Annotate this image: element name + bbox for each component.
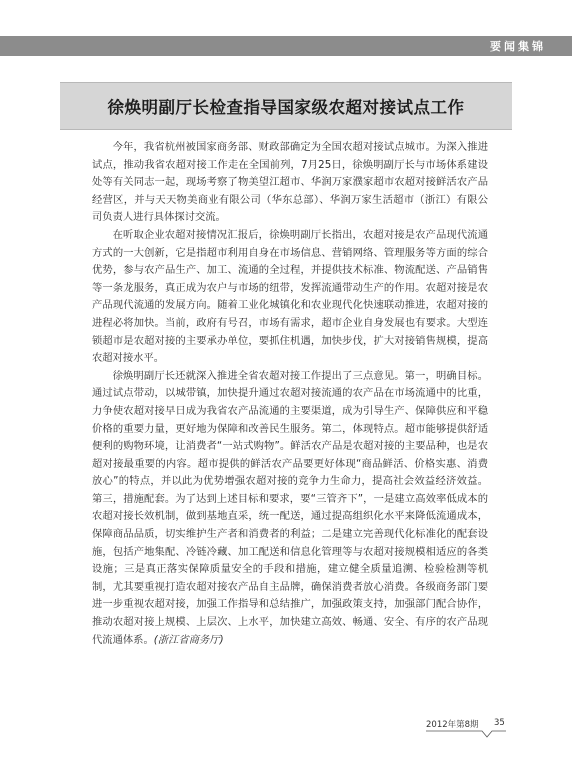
issue-label: 2012年第8期 <box>426 720 479 730</box>
section-header-band <box>0 36 572 56</box>
page-footer <box>426 718 506 742</box>
title-box <box>60 82 512 130</box>
article-body <box>92 139 488 649</box>
paragraph-2: 在听取企业农超对接情况汇报后，徐焕明副厅长指出，农超对接是农产品现代流通方式的一大创新，它是指超市利用自身在市场信息、营销网络、管理服务等方面的综合优势，参与农产品生产、加工、流通的全过程，并提供技术标准、物流配送、产品销售等一条龙服务，真正成为农户与市场的纽带，发挥流通带动生产的作用。农超对接是农产品现代流通的发展方向。随着工业化城镇化和农业现代化快速联动推进，农超对接的进程必将加快。当前，政府有号召，市场有需求，超市企业自身发展也有要求。大型连锁超市是农超对接的主要承办单位，要抓住机遇，加快步伐，扩大对接销售规模，提高农超对接水平。 <box>92 228 488 365</box>
source-note: (浙江省商务厅) <box>153 633 224 646</box>
article-title: 徐焕明副厅长检查指导国家级农超对接试点工作 <box>107 98 465 117</box>
paragraph-1: 今年，我省杭州被国家商务部、财政部确定为全国农超对接试点城市。为深入推进试点，推动我省农超对接工作走在全国前列，7月25日，徐焕明副厅长与市场体系建设处等有关同志一起，现场考察了物美望江超市、华润万家濮家超市农超对接鲜活农产品经营区，并与天天物美商业有限公司（华东总部）、华润万家生活超市（浙江）有限公司负责人进行具体探讨交流。 <box>92 141 488 224</box>
paragraph-3-text: 徐焕明副厅长还就深入推进全省农超对接工作提出了三点意见。第一，明确目标。通过试点带动，以城带镇，加快提升通过农超对接流通的农产品在市场流通中的比重，力争使农超对接早日成为我省农产品流通的主要渠道，成为引导生产、保障供应和平稳价格的重要力量，更好地为保障和改善民生服务。第二，体现特点。超市能够提供舒适便利的购物环境，让消费者“一站式购物”。鲜活农产品是农超对接的主要品种，也是农超对接最重要的内容。超市提供的鲜活农产品要更好体现“商品鲜活、价格实惠、消费放心”的特点，并以此为优势增强农超对接的竞争力生命力，提高社会效益经济效益。第三，措施配套。为了达到上述目标和要求，要“三管齐下”，一是建立高效率低成本的农超对接长效机制，做到基地直采，统一配送，通过提高组织化水平来降低流通成本，保障商品品质，切实维护生产者和消费者的利益；二是建立完善现代化标准化的配套设施，包括产地集配、冷链冷藏、加工配送和信息化管理等与农超对接规模相适应的各类设施；三是真正落实保障质量安全的手段和措施，建立健全质量追溯、检验检测等机制，尤其要重视打造农超对接农产品自主品牌，确保消费者放心消费。各级商务部门要进一步重视农超对接，加强工作指导和总结推广，加强政策支持，加强部门配合协作，推动农超对接上规模、上层次、上水平，加快建立高效、畅通、安全、有序的农产品现代流通体系。 <box>92 369 488 646</box>
paragraph-3 <box>92 368 488 650</box>
footer-line-icon <box>426 718 506 742</box>
page-number: 35 <box>494 718 505 728</box>
section-label: 要闻集锦 <box>490 40 546 53</box>
